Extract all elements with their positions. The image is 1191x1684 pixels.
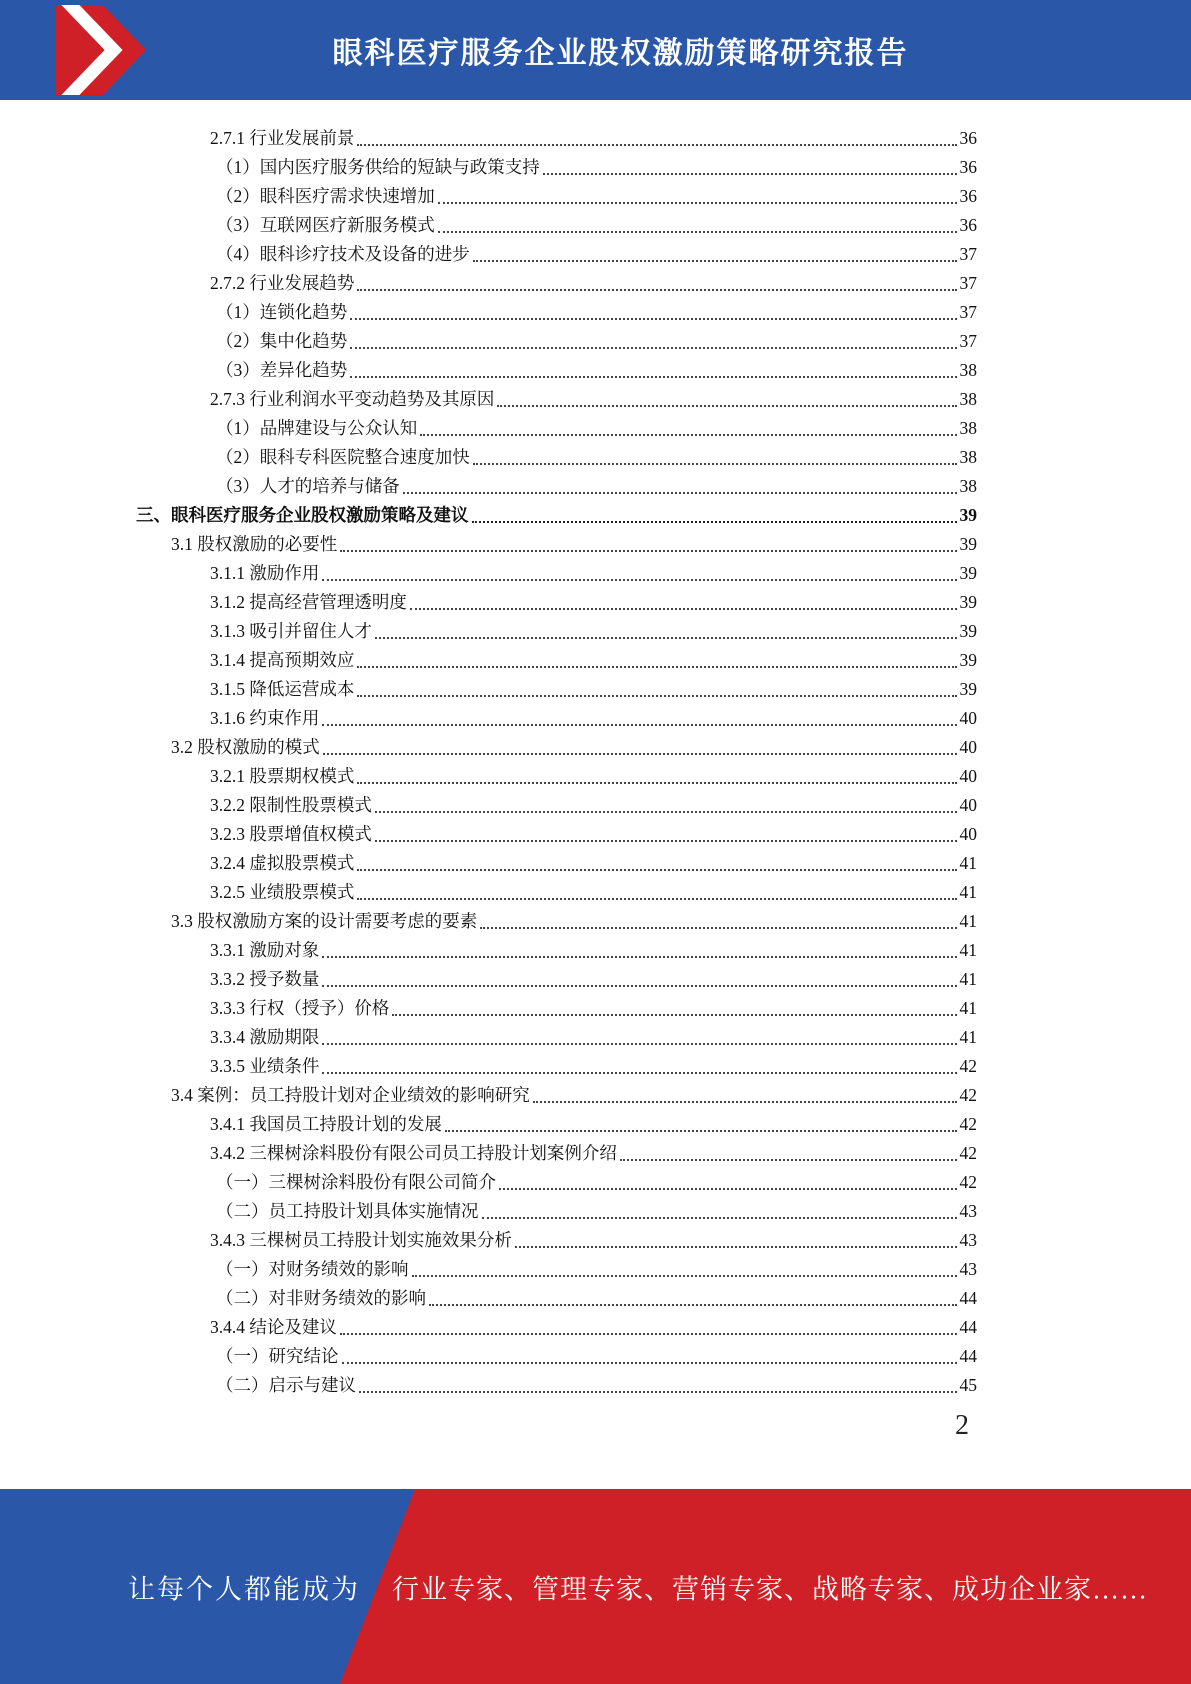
toc-entry-label: （2）集中化趋势 xyxy=(216,331,348,351)
toc-dot-leader xyxy=(445,1130,957,1132)
toc-entry-label: 3.4.3 三棵树员工持股计划实施效果分析 xyxy=(210,1230,512,1250)
toc-entry-label: 三、眼科医疗服务企业股权激励策略及建议 xyxy=(136,505,469,525)
toc-dot-leader xyxy=(515,1246,957,1248)
toc-dot-leader xyxy=(340,1333,957,1335)
toc-entry-label: （3）人才的培养与储备 xyxy=(216,476,400,496)
toc-dot-leader xyxy=(497,405,956,407)
toc-entry xyxy=(210,385,977,414)
toc-entry-label: 3.3.3 行权（授予）价格 xyxy=(210,998,390,1018)
toc-entry-page: 37 xyxy=(959,273,977,293)
toc-entry-page: 40 xyxy=(959,795,977,815)
toc-entry-label: （一）对财务绩效的影响 xyxy=(216,1259,409,1279)
toc-dot-leader xyxy=(350,318,956,320)
toc-entry-label: 3.2 股权激励的模式 xyxy=(171,737,320,757)
toc-entry-label: 3.3.5 业绩条件 xyxy=(210,1056,320,1076)
toc-entry-page: 42 xyxy=(959,1172,977,1192)
toc-entry xyxy=(216,443,977,472)
toc-entry-label: 2.7.3 行业利润水平变动趋势及其原因 xyxy=(210,389,495,409)
toc-entry xyxy=(210,849,977,878)
toc-entry xyxy=(216,356,977,385)
toc-entry-page: 42 xyxy=(959,1056,977,1076)
toc-entry xyxy=(210,936,977,965)
toc-entry xyxy=(216,1342,977,1371)
toc-entry-page: 43 xyxy=(959,1230,977,1250)
toc-dot-leader xyxy=(350,376,956,378)
toc-entry-page: 36 xyxy=(959,157,977,177)
toc-entry-label: （1）连锁化趋势 xyxy=(216,302,348,322)
toc-entry xyxy=(210,646,977,675)
toc-entry-label: （4）眼科诊疗技术及设备的进步 xyxy=(216,244,470,264)
toc-entry-page: 41 xyxy=(959,911,977,931)
toc-dot-leader xyxy=(499,1188,957,1190)
toc-entry-page: 38 xyxy=(959,447,977,467)
toc-entry xyxy=(216,1255,977,1284)
page-number: 2 xyxy=(955,1410,969,1441)
toc-entry xyxy=(216,182,977,211)
toc-dot-leader xyxy=(375,840,957,842)
toc-entry xyxy=(210,1023,977,1052)
toc-entry xyxy=(216,298,977,327)
toc-entry-page: 36 xyxy=(959,215,977,235)
toc-dot-leader xyxy=(438,202,957,204)
toc-entry-label: 3.4 案例：员工持股计划对企业绩效的影响研究 xyxy=(171,1085,530,1105)
toc-dot-leader xyxy=(323,753,957,755)
toc-entry-label: 3.3 股权激励方案的设计需要考虑的要素 xyxy=(171,911,478,931)
toc-entry-page: 42 xyxy=(959,1085,977,1105)
toc-entry-page: 43 xyxy=(959,1201,977,1221)
toc-entry-page: 43 xyxy=(959,1259,977,1279)
toc-dot-leader xyxy=(375,637,957,639)
toc-entry-label: 3.1.5 降低运营成本 xyxy=(210,679,355,699)
toc-entry-page: 45 xyxy=(959,1375,977,1395)
toc-entry-page: 37 xyxy=(959,331,977,351)
toc-entry xyxy=(210,269,977,298)
toc-entry-page: 38 xyxy=(959,360,977,380)
toc-entry-page: 39 xyxy=(959,650,977,670)
toc-list xyxy=(0,100,1191,1400)
toc-entry-label: 3.2.4 虚拟股票模式 xyxy=(210,853,355,873)
toc-entry-page: 40 xyxy=(959,766,977,786)
toc-entry xyxy=(210,617,977,646)
toc-entry-label: 3.4.2 三棵树涂料股份有限公司员工持股计划案例介绍 xyxy=(210,1143,617,1163)
toc-entry-label: 3.1.3 吸引并留住人才 xyxy=(210,621,372,641)
toc-entry-label: （二）对非财务绩效的影响 xyxy=(216,1288,426,1308)
toc-entry xyxy=(216,327,977,356)
toc-entry-label: 3.3.1 激励对象 xyxy=(210,940,320,960)
toc-entry-page: 41 xyxy=(959,969,977,989)
toc-entry-label: 3.2.5 业绩股票模式 xyxy=(210,882,355,902)
toc-dot-leader xyxy=(410,608,957,610)
toc-entry-page: 36 xyxy=(959,186,977,206)
toc-entry-label: 3.4.4 结论及建议 xyxy=(210,1317,337,1337)
page-header xyxy=(0,0,1191,100)
report-title: 眼科医疗服务企业股权激励策略研究报告 xyxy=(332,37,909,70)
toc-entry-label: （1）品牌建设与公众认知 xyxy=(216,418,418,438)
toc-entry-page: 37 xyxy=(959,302,977,322)
toc-entry xyxy=(210,1313,977,1342)
toc-dot-leader xyxy=(392,1014,956,1016)
page-footer xyxy=(0,1489,1191,1684)
toc-entry-label: （1）国内医疗服务供给的短缺与政策支持 xyxy=(216,157,540,177)
toc-entry xyxy=(210,965,977,994)
toc-entry xyxy=(171,733,977,762)
toc-entry-label: 3.1.4 提高预期效应 xyxy=(210,650,355,670)
toc-dot-leader xyxy=(322,1072,956,1074)
toc-entry-label: （二）启示与建议 xyxy=(216,1375,356,1395)
toc-entry-page: 39 xyxy=(959,505,977,525)
toc-dot-leader xyxy=(620,1159,957,1161)
toc-entry xyxy=(210,1226,977,1255)
toc-dot-leader xyxy=(357,144,956,146)
toc-dot-leader xyxy=(420,434,956,436)
toc-entry-label: （3）差异化趋势 xyxy=(216,360,348,380)
toc-entry xyxy=(210,878,977,907)
toc-entry-page: 40 xyxy=(959,824,977,844)
toc-entry xyxy=(171,907,977,936)
toc-entry xyxy=(210,791,977,820)
toc-entry-page: 41 xyxy=(959,853,977,873)
toc-entry-label: 3.1 股权激励的必要性 xyxy=(171,534,338,554)
toc-entry xyxy=(216,1168,977,1197)
toc-entry-label: （2）眼科医疗需求快速增加 xyxy=(216,186,435,206)
toc-entry xyxy=(210,559,977,588)
toc-entry xyxy=(216,240,977,269)
toc-entry-page: 41 xyxy=(959,1027,977,1047)
toc-entry-page: 37 xyxy=(959,244,977,264)
toc-entry-label: （二）员工持股计划具体实施情况 xyxy=(216,1201,479,1221)
toc-dot-leader xyxy=(357,666,956,668)
toc-entry-page: 39 xyxy=(959,679,977,699)
toc-entry-page: 36 xyxy=(959,128,977,148)
toc-entry xyxy=(216,1284,977,1313)
toc-entry xyxy=(216,472,977,501)
toc-entry-page: 44 xyxy=(959,1346,977,1366)
toc-entry xyxy=(171,1081,977,1110)
toc-entry-page: 41 xyxy=(959,882,977,902)
toc-entry-label: （3）互联网医疗新服务模式 xyxy=(216,215,435,235)
toc-dot-leader xyxy=(480,927,956,929)
toc-entry xyxy=(171,530,977,559)
toc-entry-page: 39 xyxy=(959,534,977,554)
toc-entry xyxy=(216,1197,977,1226)
toc-entry-label: 2.7.2 行业发展趋势 xyxy=(210,273,355,293)
toc-dot-leader xyxy=(375,811,957,813)
toc-entry xyxy=(216,211,977,240)
toc-dot-leader xyxy=(357,898,956,900)
toc-entry xyxy=(210,124,977,153)
toc-entry xyxy=(210,820,977,849)
toc-dot-leader xyxy=(429,1304,957,1306)
toc-entry-label: （一）三棵树涂料股份有限公司简介 xyxy=(216,1172,496,1192)
footer-slogan-left: 让每个人都能成为 xyxy=(128,1574,360,1604)
toc-entry-label: （2）眼科专科医院整合速度加快 xyxy=(216,447,470,467)
toc-entry xyxy=(210,762,977,791)
toc-dot-leader xyxy=(322,956,956,958)
toc-entry-label: 3.3.4 激励期限 xyxy=(210,1027,320,1047)
toc-entry xyxy=(210,675,977,704)
toc-entry-page: 38 xyxy=(959,389,977,409)
toc-dot-leader xyxy=(322,724,956,726)
toc-dot-leader xyxy=(412,1275,957,1277)
toc-page-body xyxy=(0,100,1191,1489)
toc-entry-page: 42 xyxy=(959,1114,977,1134)
toc-dot-leader xyxy=(482,1217,957,1219)
toc-entry-page: 39 xyxy=(959,592,977,612)
toc-dot-leader xyxy=(533,1101,957,1103)
toc-entry-page: 41 xyxy=(959,940,977,960)
toc-entry xyxy=(210,704,977,733)
toc-entry xyxy=(210,1139,977,1168)
toc-dot-leader xyxy=(357,782,956,784)
toc-dot-leader xyxy=(322,985,956,987)
toc-dot-leader xyxy=(340,550,956,552)
toc-entry xyxy=(210,588,977,617)
toc-entry-label: 3.3.2 授予数量 xyxy=(210,969,320,989)
toc-entry-page: 41 xyxy=(959,998,977,1018)
toc-entry-label: 3.2.2 限制性股票模式 xyxy=(210,795,372,815)
toc-entry-label: （一）研究结论 xyxy=(216,1346,339,1366)
toc-entry-label: 3.1.6 约束作用 xyxy=(210,708,320,728)
toc-dot-leader xyxy=(473,260,957,262)
toc-dot-leader xyxy=(438,231,957,233)
toc-entry-label: 3.1.1 激励作用 xyxy=(210,563,320,583)
footer-slogan-right: 行业专家、管理专家、营销专家、战略专家、成功企业家…… xyxy=(392,1574,1148,1604)
toc-entry xyxy=(136,501,977,530)
toc-entry-label: 3.1.2 提高经营管理透明度 xyxy=(210,592,407,612)
toc-entry-label: 3.2.1 股票期权模式 xyxy=(210,766,355,786)
toc-dot-leader xyxy=(473,463,957,465)
toc-entry xyxy=(210,1052,977,1081)
toc-entry-page: 44 xyxy=(959,1288,977,1308)
toc-entry-page: 40 xyxy=(959,708,977,728)
toc-dot-leader xyxy=(357,289,956,291)
toc-entry-page: 42 xyxy=(959,1143,977,1163)
toc-entry-label: 3.4.1 我国员工持股计划的发展 xyxy=(210,1114,442,1134)
toc-entry-page: 44 xyxy=(959,1317,977,1337)
toc-entry-page: 39 xyxy=(959,621,977,641)
toc-dot-leader xyxy=(472,521,957,523)
toc-dot-leader xyxy=(403,492,957,494)
toc-dot-leader xyxy=(342,1362,957,1364)
toc-dot-leader xyxy=(357,869,956,871)
toc-entry xyxy=(216,414,977,443)
toc-entry-page: 38 xyxy=(959,476,977,496)
toc-entry xyxy=(216,153,977,182)
toc-dot-leader xyxy=(357,695,956,697)
toc-dot-leader xyxy=(350,347,956,349)
toc-dot-leader xyxy=(322,579,956,581)
toc-entry xyxy=(210,994,977,1023)
toc-dot-leader xyxy=(543,173,957,175)
toc-entry-page: 38 xyxy=(959,418,977,438)
toc-entry xyxy=(216,1371,977,1400)
toc-entry-label: 3.2.3 股票增值权模式 xyxy=(210,824,372,844)
toc-entry-page: 39 xyxy=(959,563,977,583)
toc-entry-label: 2.7.1 行业发展前景 xyxy=(210,128,355,148)
toc-entry xyxy=(210,1110,977,1139)
toc-entry-page: 40 xyxy=(959,737,977,757)
toc-dot-leader xyxy=(322,1043,956,1045)
toc-dot-leader xyxy=(359,1391,957,1393)
